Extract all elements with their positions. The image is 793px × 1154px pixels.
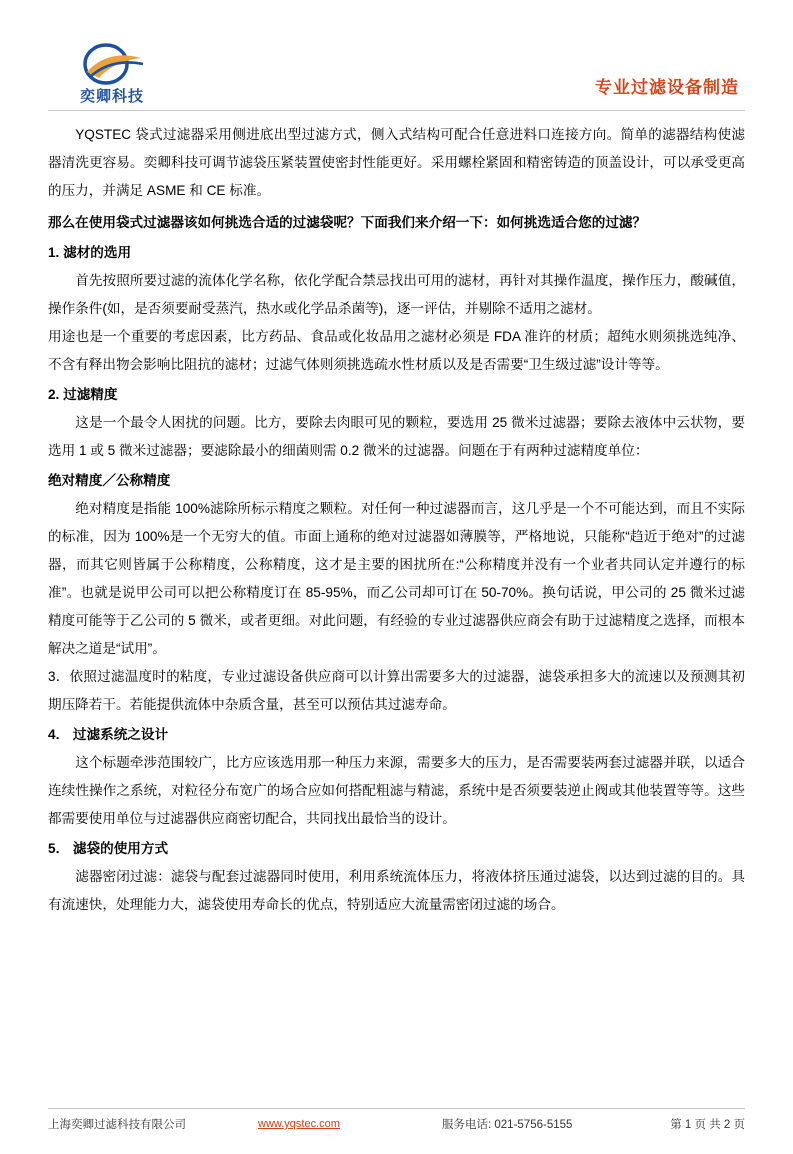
footer-phone: 服务电话: 021-5756-5155	[442, 1119, 573, 1131]
footer-page-number: 第 1 页 共 2 页	[670, 1119, 745, 1131]
document-page	[0, 32, 793, 1154]
section-3-paragraph-1: 绝对精度是指能 100%滤除所标示精度之颗粒。对任何一种过滤器而言，这几乎是一个不可能达到，而且不实际的标准，因为 100%是一个无穷大的值。市面上通称的绝对过滤器如薄膜等，严格地说，只能称“趋近于绝对”的过滤器，而其它则皆属于公称精度，公称精度，这才是主要的困扰所在:“公称精度并没有一个业者共同认定并遵行的标准”。也就是说甲公司可以把公称精度订在 85-95%，而乙公司却可订在 50-70%。换句话说，甲公司的 25 微米过滤精度可能等于乙公司的 5 微米，或者更细。对此问题，有经验的专业过滤器供应商会有助于过滤精度之选择，而根本解决之道是“试用”。	[48, 501, 745, 656]
section-heading-5: 5． 滤袋的使用方式	[48, 841, 169, 856]
question-line: 那么在使用袋式过滤器该如何挑选合适的过滤袋呢？下面我们来介绍一下：如何挑选适合您的过滤？	[48, 215, 647, 230]
section-2-paragraph-1: 这是一个最令人困扰的问题。比方，要除去肉眼可见的颗粒，要选用 25 微米过滤器；要除去液体中云状物，要选用 1 或 5 微米过滤器；要滤除最小的细菌则需 0.2 微米的过滤器。问题在于有两种过滤精度单位：	[48, 415, 745, 458]
header-slogan: 专业过滤设备制造	[595, 78, 739, 97]
footer-divider	[48, 1108, 745, 1109]
page-header	[48, 32, 745, 104]
footer-company: 上海奕卿过滤科技有限公司	[48, 1119, 186, 1131]
section-heading-4: 4． 过滤系统之设计	[48, 727, 169, 742]
logo-text: 奕卿科技	[79, 88, 144, 105]
intro-paragraph: YQSTEC 袋式过滤器采用侧进底出型过滤方式，侧入式结构可配合任意进料口连接方向。简单的滤器结构使滤器清洗更容易。奕卿科技可调节滤袋压紧装置使密封性能更好。采用螺栓紧固和精密铸造的顶盖设计，可以承受更高的压力，并满足 ASME 和 CE 标准。	[48, 127, 745, 198]
section-3-paragraph-2: 3．依照过滤温度时的粘度，专业过滤设备供应商可以计算出需要多大的过滤器，滤袋承担多大的流速以及预测其初期压降若干。若能提供流体中杂质含量，甚至可以预估其过滤寿命。	[48, 669, 745, 712]
document-body	[48, 121, 745, 919]
section-heading-2: 2. 过滤精度	[48, 387, 118, 402]
company-logo	[52, 42, 172, 104]
section-heading-3: 绝对精度／公称精度	[48, 473, 171, 488]
section-heading-1: 1. 滤材的选用	[48, 245, 132, 260]
section-1-paragraph-1: 首先按照所要过滤的流体化学名称，依化学配合禁忌找出可用的滤材，再针对其操作温度，操作压力，酸碱值，操作条件(如，是否须要耐受蒸汽，热水或化学品杀菌等)，逐一评估，并剔除不适用之滤材。	[48, 273, 745, 316]
section-4-paragraph-1: 这个标题牵涉范围较广，比方应该选用那一种压力来源，需要多大的压力，是否需要装两套过滤器并联，以适合连续性操作之系统，对粒径分布宽广的场合应如何搭配粗滤与精滤，系统中是否须要装逆止阀或其他装置等等。这些都需要使用单位与过滤器供应商密切配合，共同找出最恰当的设计。	[48, 755, 745, 826]
section-1-paragraph-2: 用途也是一个重要的考虑因素，比方药品、食品或化妆品用之滤材必须是 FDA 准许的材质；超纯水则须挑选纯净、不含有释出物会影响比阻抗的滤材；过滤气体则须挑选疏水性材质以及是否需要“卫生级过滤”设计等等。	[48, 329, 745, 372]
section-5-paragraph-1: 滤器密闭过滤：滤袋与配套过滤器同时使用，利用系统流体压力，将液体挤压通过滤袋，以达到过滤的目的。具有流速快，处理能力大，滤袋使用寿命长的优点，特别适应大流量需密闭过滤的场合。	[48, 869, 745, 912]
header-divider	[48, 110, 745, 111]
swoosh-logo-icon	[75, 42, 149, 88]
page-footer	[48, 1108, 745, 1132]
footer-website-link[interactable]: www.yqstec.com	[258, 1118, 340, 1130]
